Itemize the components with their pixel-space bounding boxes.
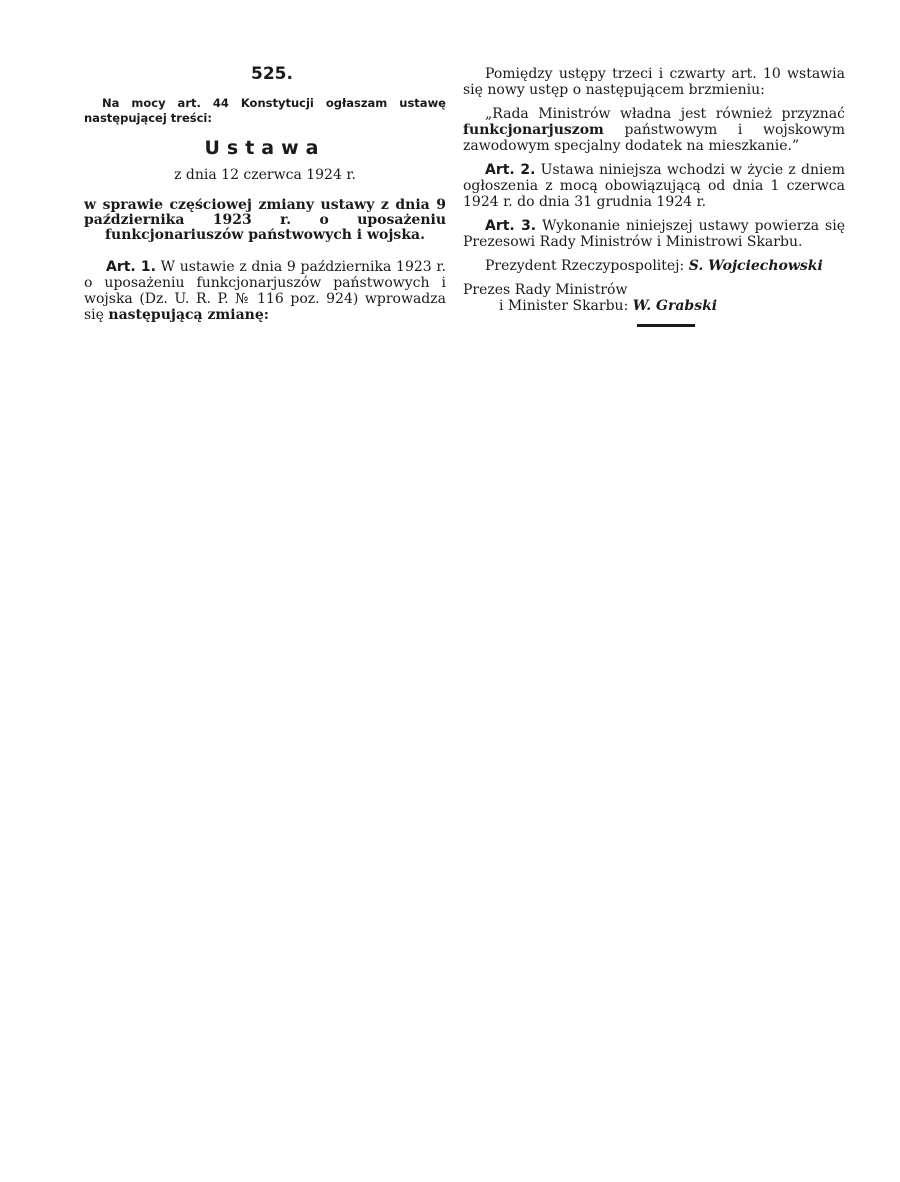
article-3-text: Wykonanie niniejszej ustawy powierza się Prezesowi Rady Ministrów i Ministrowi Skarbu. (463, 218, 845, 250)
article-1-label: Art. 1. (106, 259, 156, 275)
article-3-label: Art. 3. (485, 218, 537, 234)
article-2-label: Art. 2. (485, 162, 536, 178)
article-3 (463, 218, 845, 250)
right-column (463, 66, 845, 327)
president-label: Prezydent Rzeczypospolitej: (485, 258, 685, 274)
article-1-tail: następującą zmianę: (108, 307, 269, 323)
president-name: S. Wojciechowski (688, 258, 823, 274)
pm-name: W. Grabski (632, 298, 718, 314)
left-column (84, 66, 446, 331)
article-2-text: Ustawa niniejsza wchodzi w życie z dniem ogłoszenia z mocą obowiązującą od dnia 1 czerwca 1924 r. do dnia 31 grudnia 1924 r. (463, 162, 845, 210)
quote-start: „Rada Ministrów władna jest również przyznać (485, 106, 845, 122)
act-date: z dnia 12 czerwca 1924 r. (174, 167, 356, 183)
pm-line-2: i Minister Skarbu: (499, 298, 629, 314)
act-subject: w sprawie częściowej zmiany ustawy z dnia 9 października 1923 r. o uposażeniu funkcjonariuszów państwowych i wojska. (84, 197, 446, 243)
quote-end: państwowym i wojskowym zawodowym specjalny dodatek na mieszkanie.” (463, 122, 845, 154)
pm-line-2-wrap (463, 298, 845, 314)
president-signature (463, 258, 845, 274)
end-rule (637, 324, 695, 327)
article-1 (84, 259, 446, 323)
promulgation-intro: Na mocy art. 44 Konstytucji ogłaszam ustawę następującej treści: (84, 96, 446, 125)
article-2 (463, 162, 845, 210)
document-title: Ustawa (204, 137, 326, 159)
act-number: 525. (251, 64, 293, 84)
pm-line-1: Prezes Rady Ministrów (463, 282, 628, 298)
quote-bold-word: funkcjonarjuszom (463, 122, 604, 138)
prime-minister-signature (463, 282, 845, 314)
article-1-text: W ustawie z dnia 9 października 1923 r. o uposażeniu funkcjonarjuszów państwowych i wojska (Dz. U. R. P. № 116 poz. 924) wprowadza się (84, 259, 446, 323)
amendment-intro: Pomiędzy ustępy trzeci i czwarty art. 10 wstawia się nowy ustęp o następującem brzmieniu: (463, 66, 845, 98)
amendment-quote (463, 106, 845, 154)
